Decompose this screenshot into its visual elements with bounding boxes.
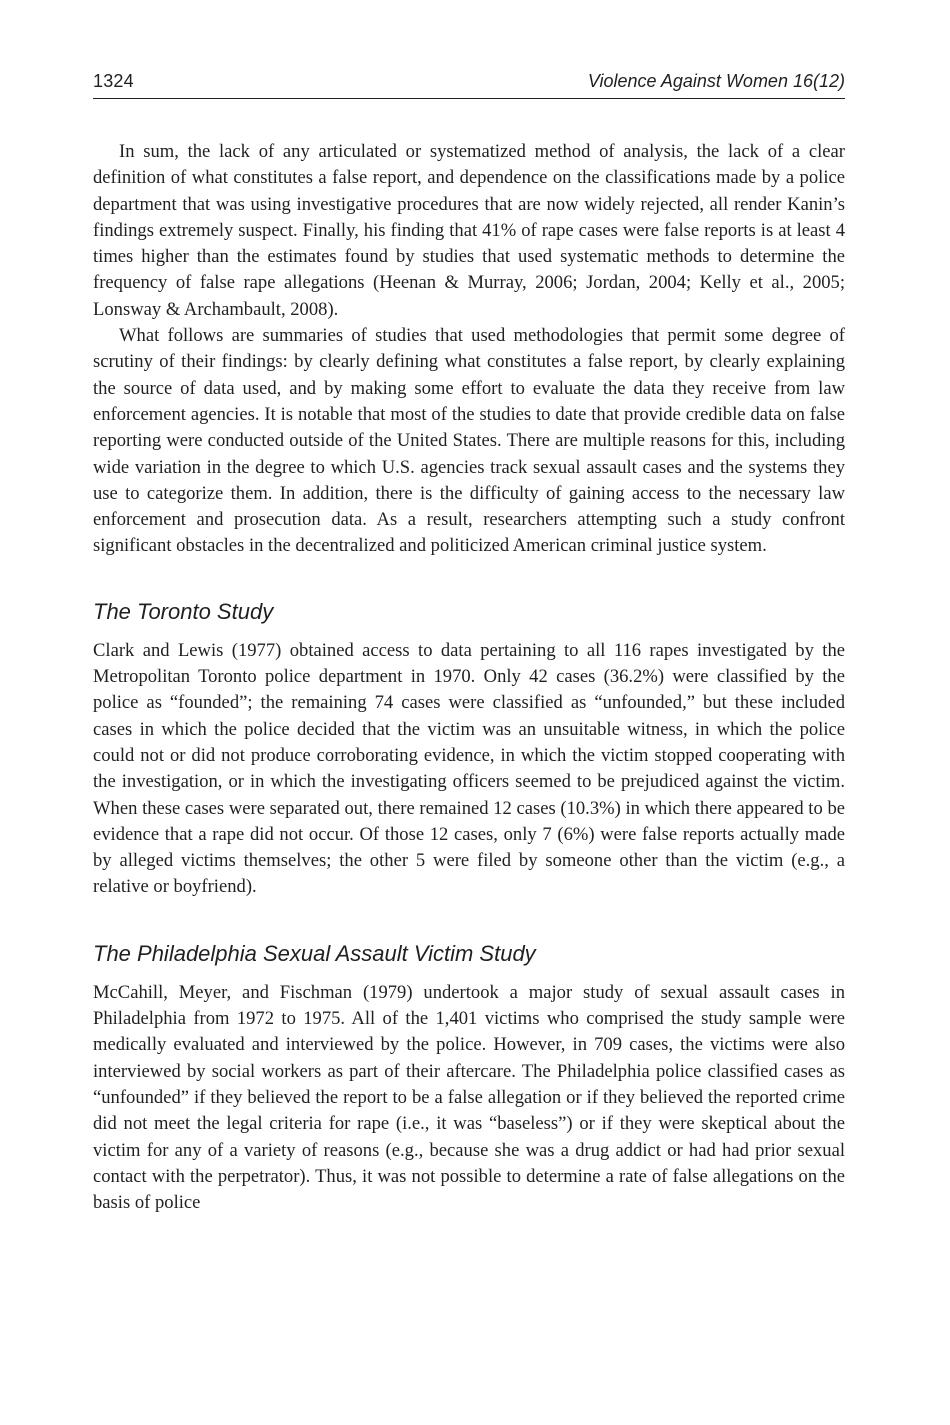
section-heading-toronto: The Toronto Study (93, 598, 274, 624)
journal-title: Violence Against Women 16(12) (587, 71, 845, 91)
running-header (93, 68, 845, 99)
article-body (93, 139, 845, 1216)
philadelphia-paragraph: McCahill, Meyer, and Fischman (1979) undertook a major study of sexual assault cases in Philadelphia from 1972 to 1975. All of the 1,401 victims who comprised the study sample were medically evaluated and interviewed by the police. However, in 709 cases, the victims were also interviewed by social workers as part of their aftercare. The Philadelphia police classified cases as “unfounded” if they believed the report to be a false allegation or if they believed the reported crime did not meet the legal criteria for rape (i.e., it was “baseless”) or if they were skeptical about the victim for any of a variety of reasons (e.g., because she was a drug addict or had had prior sexual contact with the perpetrator). Thus, it was not possible to determine a rate of false allegations on the basis of police (93, 981, 845, 1214)
section-heading-philadelphia: The Philadelphia Sexual Assault Victim Study (93, 940, 536, 966)
toronto-paragraph: Clark and Lewis (1977) obtained access to data pertaining to all 116 rapes investigated by the Metropolitan Toronto police department in 1970. Only 42 cases (36.2%) were classified by the police as “founded”; the remaining 74 cases were classified as “unfounded,” but these included cases in which the police decided that the victim was an unsuitable witness, in which the police could not or did not produce corroborating evidence, in which the victim stopped cooperating with the investigation, or in which the investigating officers seemed to be prejudiced against the victim. When these cases were separated out, there remained 12 cases (10.3%) in which there appeared to be evidence that a rape did not occur. Of those 12 cases, only 7 (6%) were false reports actually made by alleged victims themselves; the other 5 were filed by someone other than the victim (e.g., a relative or boyfriend). (93, 639, 845, 898)
body-paragraph: What follows are summaries of studies that used methodologies that permit some degree of scrutiny of their findings: by clearly defining what constitutes a false report, by clearly explaining the source of data used, and by making some effort to evaluate the data they receive from law enforcement agencies. It is notable that most of the studies to date that provide credible data on false reporting were conducted outside of the United States. There are multiple reasons for this, including wide variation in the degree to which U.S. agencies track sexual assault cases and the systems they use to categorize them. In addition, there is the difficulty of gaining access to the necessary law enforcement and prosecution data. As a result, researchers attempting such a study confront significant obstacles in the decentralized and politicized American criminal justice system. (93, 325, 845, 557)
page-number: 1324 (93, 71, 134, 91)
body-paragraph: In sum, the lack of any articulated or systematized method of analysis, the lack of a clear definition of what constitutes a false report, and dependence on the classifications made by a police department that was using investigative procedures that are now widely rejected, all render Kanin’s findings extremely suspect. Finally, his finding that 41% of rape cases were false reports is at least 4 times higher than the estimates found by studies that used systematic methods to determine the frequency of false rape allegations (Heenan & Murray, 2006; Jordan, 2004; Kelly et al., 2005; Lonsway & Archambault, 2008). (93, 141, 845, 320)
